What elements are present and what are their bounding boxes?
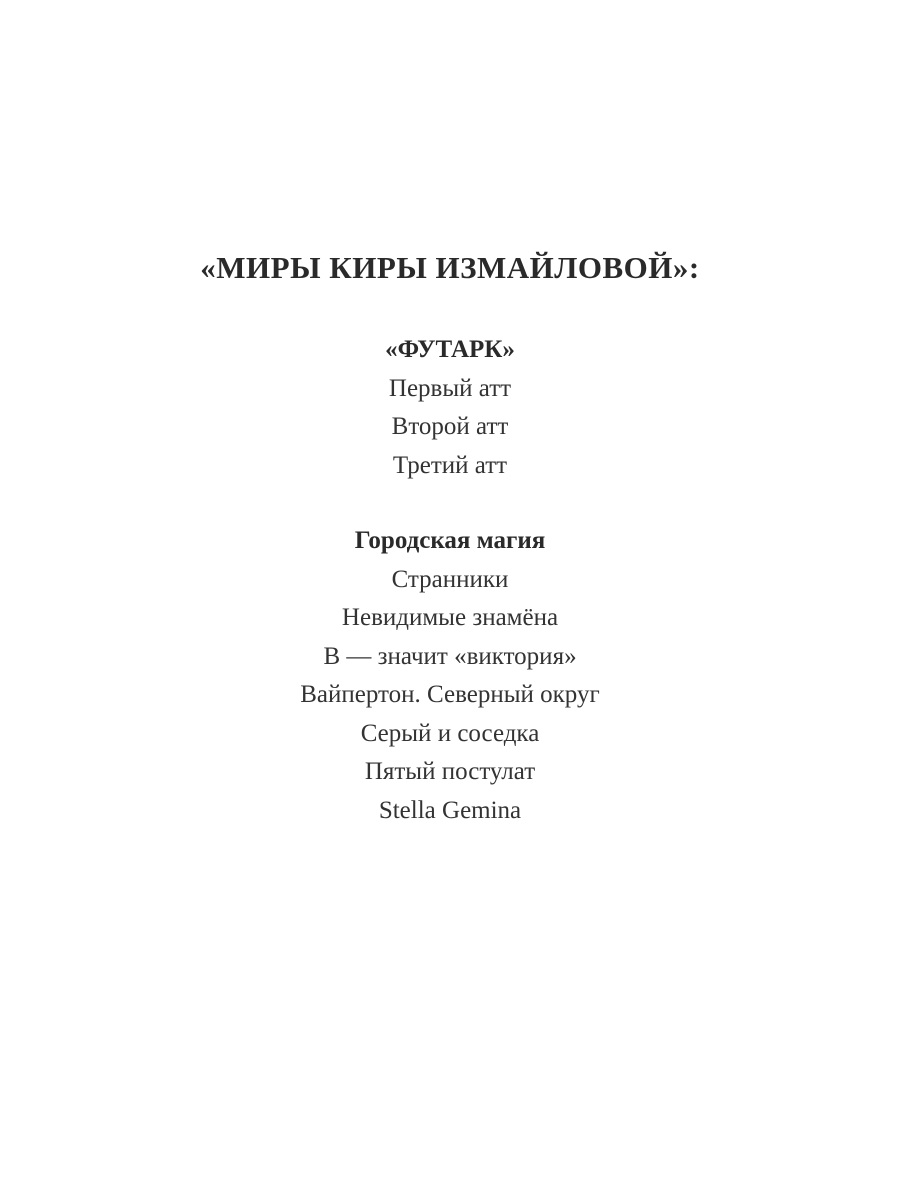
series-futark [0,331,900,485]
series-city-magic [0,522,900,830]
book-title: Третий атт [392,451,508,479]
book-title: Странники [391,565,509,593]
series-title: Городская магия [354,527,546,554]
book-title: Первый атт [388,374,512,402]
book-title: Невидимые знамёна [341,604,559,631]
book-title: Второй атт [391,413,509,440]
book-title: В — значит «виктория» [323,642,577,670]
book-title: Пятый постулат [364,758,536,785]
series-title: «ФУТАРК» [385,336,515,363]
book-title: Вайпертон. Северный округ [300,681,600,708]
book-title: Серый и соседка [360,719,540,747]
page-heading: «МИРЫ КИРЫ ИЗМАЙЛОВОЙ»: [200,250,700,285]
book-title: Stella Gemina [378,796,522,824]
